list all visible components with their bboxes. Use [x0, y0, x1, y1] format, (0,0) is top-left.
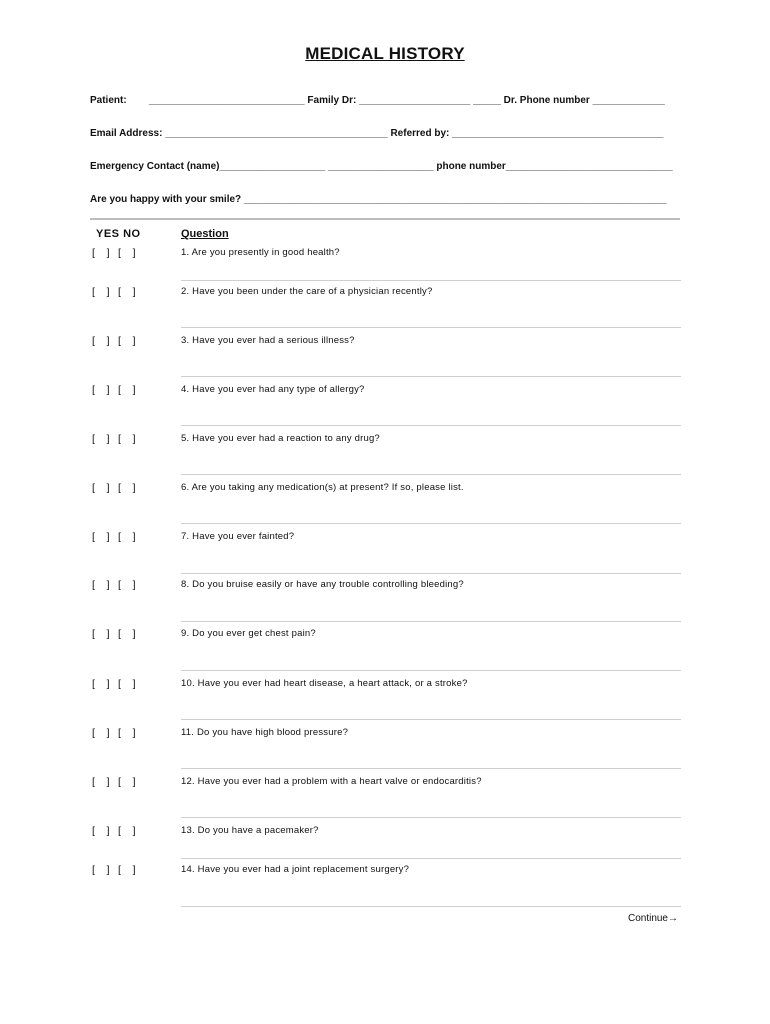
answer-line[interactable]	[181, 523, 681, 524]
email-line[interactable]: Email Address: ________________________________________ Referred by: ______________________________________	[90, 128, 664, 139]
question-row	[0, 335, 770, 355]
question-row	[0, 579, 770, 599]
question-text: 3. Have you ever had a serious illness?	[181, 335, 355, 346]
page-title: MEDICAL HISTORY	[305, 44, 465, 63]
yes-checkbox[interactable]: [ ]	[92, 628, 110, 640]
yes-checkbox[interactable]: [ ]	[92, 864, 110, 876]
question-text: 4. Have you ever had any type of allergy?	[181, 384, 365, 395]
yes-checkbox[interactable]: [ ]	[92, 247, 110, 259]
no-checkbox[interactable]: [ ]	[118, 286, 136, 298]
question-text: 5. Have you ever had a reaction to any drug?	[181, 433, 380, 444]
yes-checkbox[interactable]: [ ]	[92, 678, 110, 690]
yes-checkbox[interactable]: [ ]	[92, 825, 110, 837]
yes-checkbox[interactable]: [ ]	[92, 286, 110, 298]
yes-checkbox[interactable]: [ ]	[92, 531, 110, 543]
question-row	[0, 531, 770, 551]
question-text: 1. Are you presently in good health?	[181, 247, 340, 258]
answer-line[interactable]	[181, 906, 681, 907]
question-row	[0, 776, 770, 796]
question-text: 6. Are you taking any medication(s) at present? If so, please list.	[181, 482, 464, 493]
no-checkbox[interactable]: [ ]	[118, 384, 136, 396]
question-text: 9. Do you ever get chest pain?	[181, 628, 316, 639]
yes-checkbox[interactable]: [ ]	[92, 384, 110, 396]
answer-line[interactable]	[181, 768, 681, 769]
yes-checkbox[interactable]: [ ]	[92, 335, 110, 347]
question-row	[0, 727, 770, 747]
no-checkbox[interactable]: [ ]	[118, 482, 136, 494]
answer-line[interactable]	[181, 280, 681, 281]
yes-checkbox[interactable]: [ ]	[92, 727, 110, 739]
question-text: 12. Have you ever had a problem with a heart valve or endocarditis?	[181, 776, 482, 787]
question-text: 11. Do you have high blood pressure?	[181, 727, 349, 738]
no-checkbox[interactable]: [ ]	[118, 433, 136, 445]
question-row	[0, 825, 770, 845]
yes-no-column-header: YES NO	[96, 228, 141, 240]
yes-checkbox[interactable]: [ ]	[92, 433, 110, 445]
answer-line[interactable]	[181, 670, 681, 671]
answer-line[interactable]	[181, 425, 681, 426]
no-checkbox[interactable]: [ ]	[118, 579, 136, 591]
question-text: 8. Do you bruise easily or have any trouble controlling bleeding?	[181, 579, 464, 590]
question-text: 14. Have you ever had a joint replacement surgery?	[181, 864, 410, 875]
smile-line[interactable]: Are you happy with your smile? ____________________________________________________________________________	[90, 194, 667, 205]
answer-line[interactable]	[181, 327, 681, 328]
question-text: 2. Have you been under the care of a physician recently?	[181, 286, 433, 297]
section-divider	[90, 218, 680, 220]
answer-line[interactable]	[181, 817, 681, 818]
yes-checkbox[interactable]: [ ]	[92, 579, 110, 591]
no-checkbox[interactable]: [ ]	[118, 531, 136, 543]
continue-link[interactable]: Continue→	[627, 913, 678, 924]
no-checkbox[interactable]: [ ]	[118, 678, 136, 690]
question-text: 7. Have you ever fainted?	[181, 531, 295, 542]
no-checkbox[interactable]: [ ]	[118, 247, 136, 259]
question-text: 13. Do you have a pacemaker?	[181, 825, 319, 836]
answer-line[interactable]	[181, 573, 681, 574]
patient-line[interactable]: Patient: ____________________________ Family Dr: ____________________ _____ Dr. Phone number _____________	[90, 95, 665, 106]
no-checkbox[interactable]: [ ]	[118, 628, 136, 640]
answer-line[interactable]	[181, 376, 681, 377]
question-row	[0, 433, 770, 453]
yes-checkbox[interactable]: [ ]	[92, 482, 110, 494]
question-row	[0, 678, 770, 698]
question-row	[0, 482, 770, 502]
answer-line[interactable]	[181, 474, 681, 475]
answer-line[interactable]	[181, 621, 681, 622]
no-checkbox[interactable]: [ ]	[118, 727, 136, 739]
no-checkbox[interactable]: [ ]	[118, 776, 136, 788]
question-column-header: Question	[181, 228, 229, 240]
no-checkbox[interactable]: [ ]	[118, 825, 136, 837]
answer-line[interactable]	[181, 719, 681, 720]
emergency-contact-line[interactable]: Emergency Contact (name)___________________ ___________________ phone number______________________________	[90, 161, 673, 172]
question-row	[0, 384, 770, 404]
answer-line[interactable]	[181, 858, 681, 859]
question-row	[0, 628, 770, 648]
yes-checkbox[interactable]: [ ]	[92, 776, 110, 788]
no-checkbox[interactable]: [ ]	[118, 335, 136, 347]
question-row	[0, 864, 770, 884]
question-row	[0, 247, 770, 267]
question-row	[0, 286, 770, 306]
question-text: 10. Have you ever had heart disease, a heart attack, or a stroke?	[181, 678, 468, 689]
no-checkbox[interactable]: [ ]	[118, 864, 136, 876]
